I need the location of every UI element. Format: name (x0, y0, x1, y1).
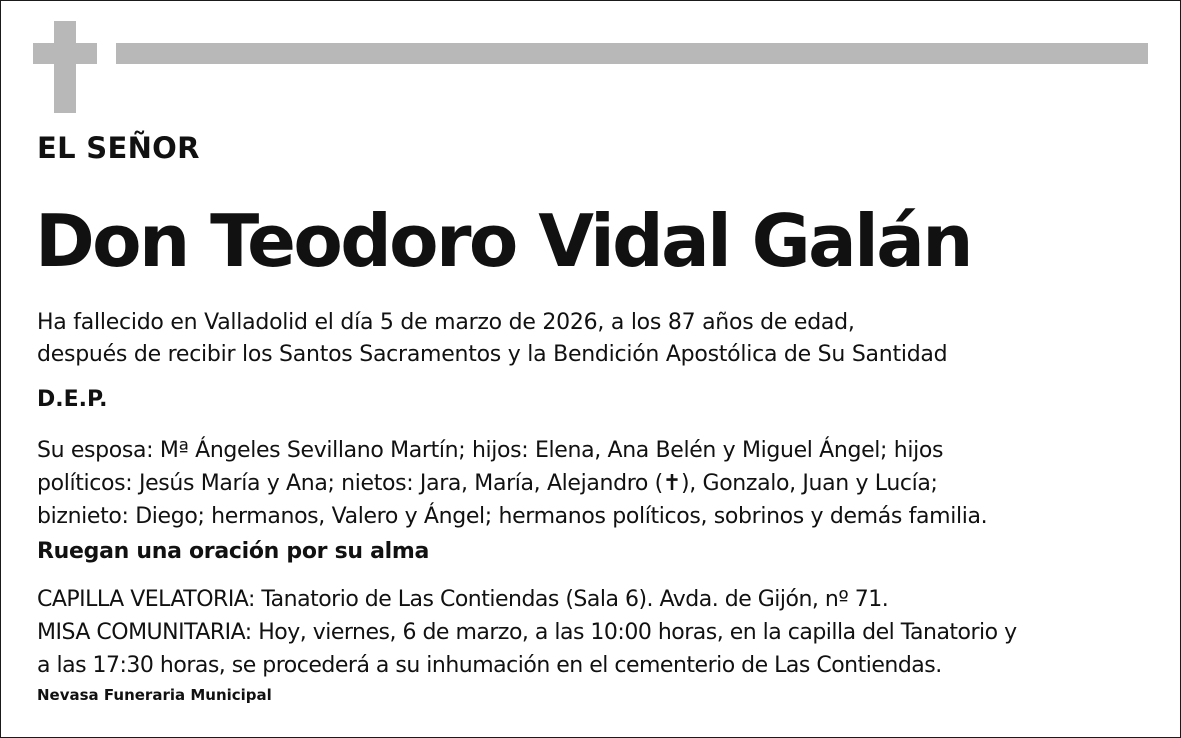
prayer-request: Ruegan una oración por su alma (37, 539, 430, 564)
death-notice-line: Ha fallecido en Valladolid el día 5 de marzo de 2026, a los 87 años de edad, (37, 310, 855, 335)
deceased-name: Don Teodoro Vidal Galán (35, 199, 971, 283)
death-notice-line: después de recibir los Santos Sacramentos y la Bendición Apostólica de Su Santidad (37, 342, 948, 367)
family-line: políticos: Jesús María y Ana; nietos: Jara, María, Alejandro (✝), Gonzalo, Juan y Lucía; (37, 471, 938, 496)
rip-label: D.E.P. (37, 387, 108, 412)
cross-horizontal-bar (33, 43, 97, 64)
funeral-home-name: Nevasa Funeraria Municipal (37, 686, 272, 704)
ceremony-line: MISA COMUNITARIA: Hoy, viernes, 6 de marzo, a las 10:00 horas, en la capilla del Tanatorio y (37, 620, 1017, 645)
honorific: EL SEÑOR (37, 131, 200, 165)
ceremony-details (37, 583, 1157, 682)
ceremony-line: CAPILLA VELATORIA: Tanatorio de Las Contiendas (Sala 6). Avda. de Gijón, nº 71. (37, 587, 889, 612)
cross-vertical-bar (54, 21, 76, 113)
death-notice (37, 307, 947, 371)
family-list (37, 434, 1157, 533)
family-line: biznieto: Diego; hermanos, Valero y Ángel; hermanos políticos, sobrinos y demás familia. (37, 504, 988, 529)
ceremony-line: a las 17:30 horas, se procederá a su inhumación en el cementerio de Las Contiendas. (37, 653, 942, 678)
header-divider-bar (116, 43, 1148, 64)
family-line: Su esposa: Mª Ángeles Sevillano Martín; hijos: Elena, Ana Belén y Miguel Ángel; hijos (37, 438, 944, 463)
